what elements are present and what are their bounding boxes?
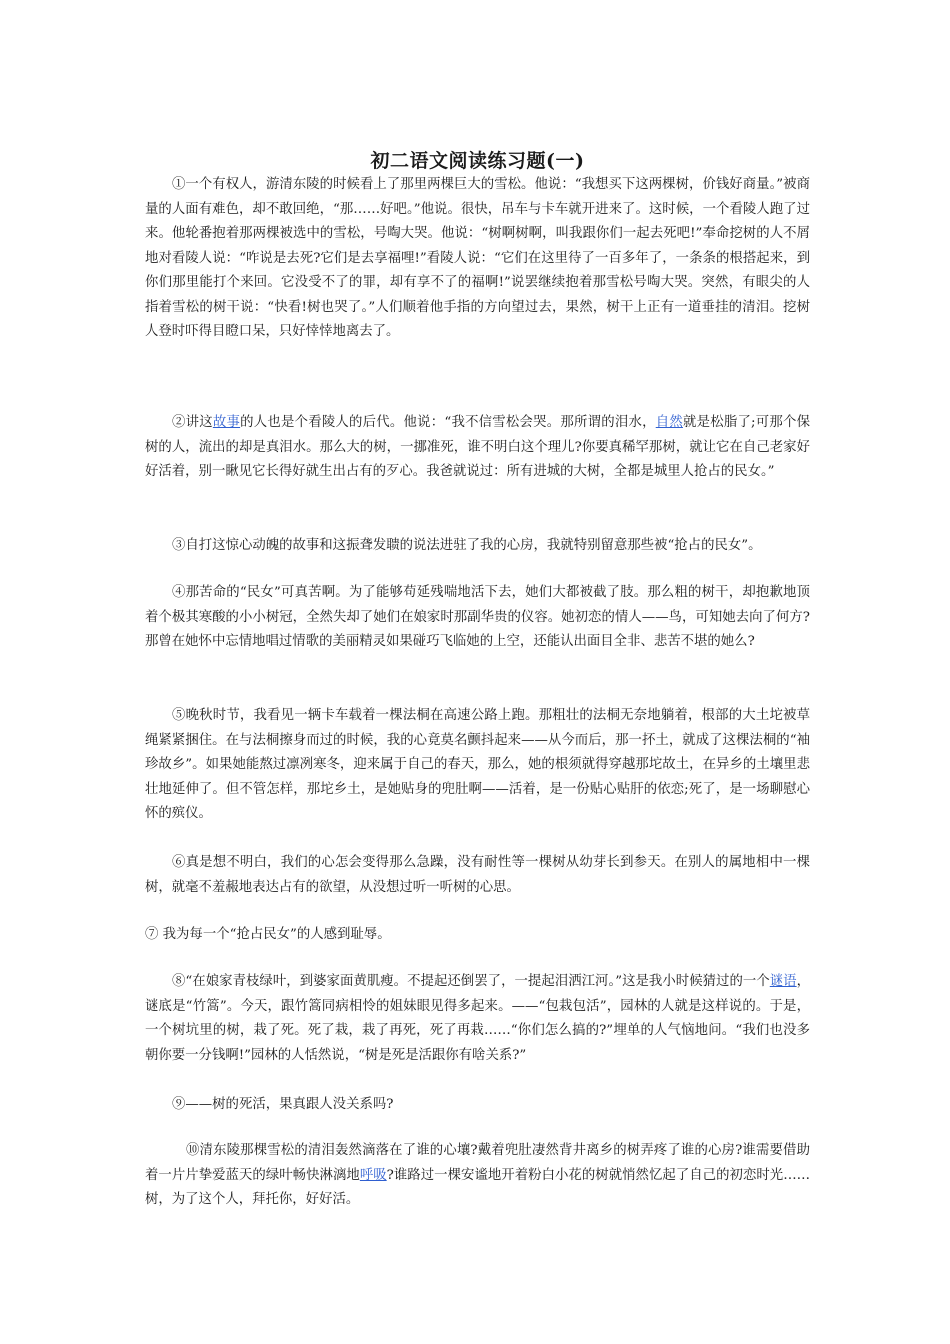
paragraph-6: ⑥真是想不明白，我们的心怎会变得那么急躁，没有耐性等一棵树从幼芽长到参天。在别人的属地相中一棵树，就毫不羞赧地表达占有的欲望，从没想过听一听树的心思。 [145,855,810,895]
paragraph-3: ③自打这惊心动魄的故事和这振聋发聩的说法进驻了我的心房，我就特别留意那些被“抢占的民女”。 [172,538,762,553]
link-riddle[interactable]: 谜语 [769,974,797,989]
paragraph-7: ⑦ 我为每一个“抢占民女”的人感到耻辱。 [145,927,391,942]
link-story[interactable]: 故事 [212,415,241,430]
document-title: 初二语文阅读练习题(一) [370,150,585,172]
paragraph-9: ⑨——树的死活，果真跟人没关系吗? [172,1097,394,1112]
link-breathe[interactable]: 呼吸 [359,1167,387,1183]
paragraph-1: ①一个有权人，游清东陵的时候看上了那里两棵巨大的雪松。他说：“我想买下这两棵树，价钱好商量。”被商量的人面有难色，却不敢回绝，“那……好吧。”他说。很快，吊车与卡车就开进来了。这时候，一个看陵人跑了过来。他轮番抱着那两棵被选中的雪松，号啕大哭。他说：“树啊树啊，叫我跟你们一起去死吧!”奉命挖树的人不屑地对看陵人说：“咋说是去死?它们是去享福哩!”看陵人说：“它们在这里待了一百多年了，一条条的根搭起来，到你们那里能打个来回。它没受不了的罪，却有享不了的福啊!”说罢继续抱着那雪松号啕大哭。突然，有眼尖的人指着雪松的树干说：“快看!树也哭了。”人们顺着他手指的方向望过去，果然，树干上正有一道垂挂的清泪。挖树人登时吓得目瞪口呆，只好悻悻地离去了。 [145,177,811,339]
paragraph-8: ⑧“在娘家青枝绿叶，到婆家面黄肌瘦。不提起还倒罢了，一提起泪洒江河。”这是我小时候猜过的一个谜语，谜底是“竹篙”。今天，跟竹篙同病相怜的姐妹眼见得多起来。——“包栽包活”，园林的人就是这样说的。于是，一个树坑里的树，栽了死。死了栽，栽了再死，死了再栽……“你们怎么搞的?”埋单的人气恼地问。“我们也没多朝你要一分钱啊!”园林的人恬然说，“树是死是活跟你有啥关系?” [145,974,810,1063]
paragraph-10: ⑩清东陵那棵雪松的清泪轰然滴落在了谁的心壤?戴着兜肚凄然背井离乡的树弄疼了谁的心房?谁需要借助着一片片挚爱蓝天的绿叶畅快淋漓地呼吸?谁路过一棵安谧地开着粉白小花的树就悄然忆起了自己的初恋时光……树，为了这个人，拜托你，好好活。 [145,1143,811,1207]
paragraph-4: ④那苦命的“民女”可真苦啊。为了能够苟延残喘地活下去，她们大都被截了肢。那么粗的树干，却抱歉地顶着个极其寒酸的小小树冠，全然失却了她们在娘家时那副华贵的仪容。她初恋的情人——鸟，可知她去向了何方?那曾在她怀中忘情地唱过情歌的美丽精灵如果碰巧飞临她的上空，还能认出面目全非、悲苦不堪的她么? [145,585,810,649]
paragraph-2: ②讲这故事的人也是个看陵人的后代。他说：“我不信雪松会哭。那所谓的泪水，自然就是松脂了;可那个保树的人，流出的却是真泪水。那么大的树，一挪准死，谁不明白这个理儿?你要真稀罕那树，就让它在自己老家好好活着，别一瞅见它长得好就生出占有的歹心。我爸就说过：所有进城的大树，全都是城里人抢占的民女。” [145,415,811,479]
paragraph-5: ⑤晚秋时节，我看见一辆卡车载着一棵法桐在高速公路上跑。那粗壮的法桐无奈地躺着，根部的大土坨被草绳紧紧捆住。在与法桐擦身而过的时候，我的心竟莫名颤抖起来——从今而后，那一抔土，就成了这棵法桐的“袖珍故乡”。如果她能熬过凛冽寒冬，迎来属于自己的春天，那么，她的根须就得穿越那坨故土，在异乡的土壤里悲壮地延伸了。但不管怎样，那坨乡土，是她贴身的兜肚啊——活着，是一份贴心贴肝的依恋;死了，是一场聊慰心怀的殡仪。 [145,708,810,821]
link-naturally[interactable]: 自然 [655,415,683,430]
